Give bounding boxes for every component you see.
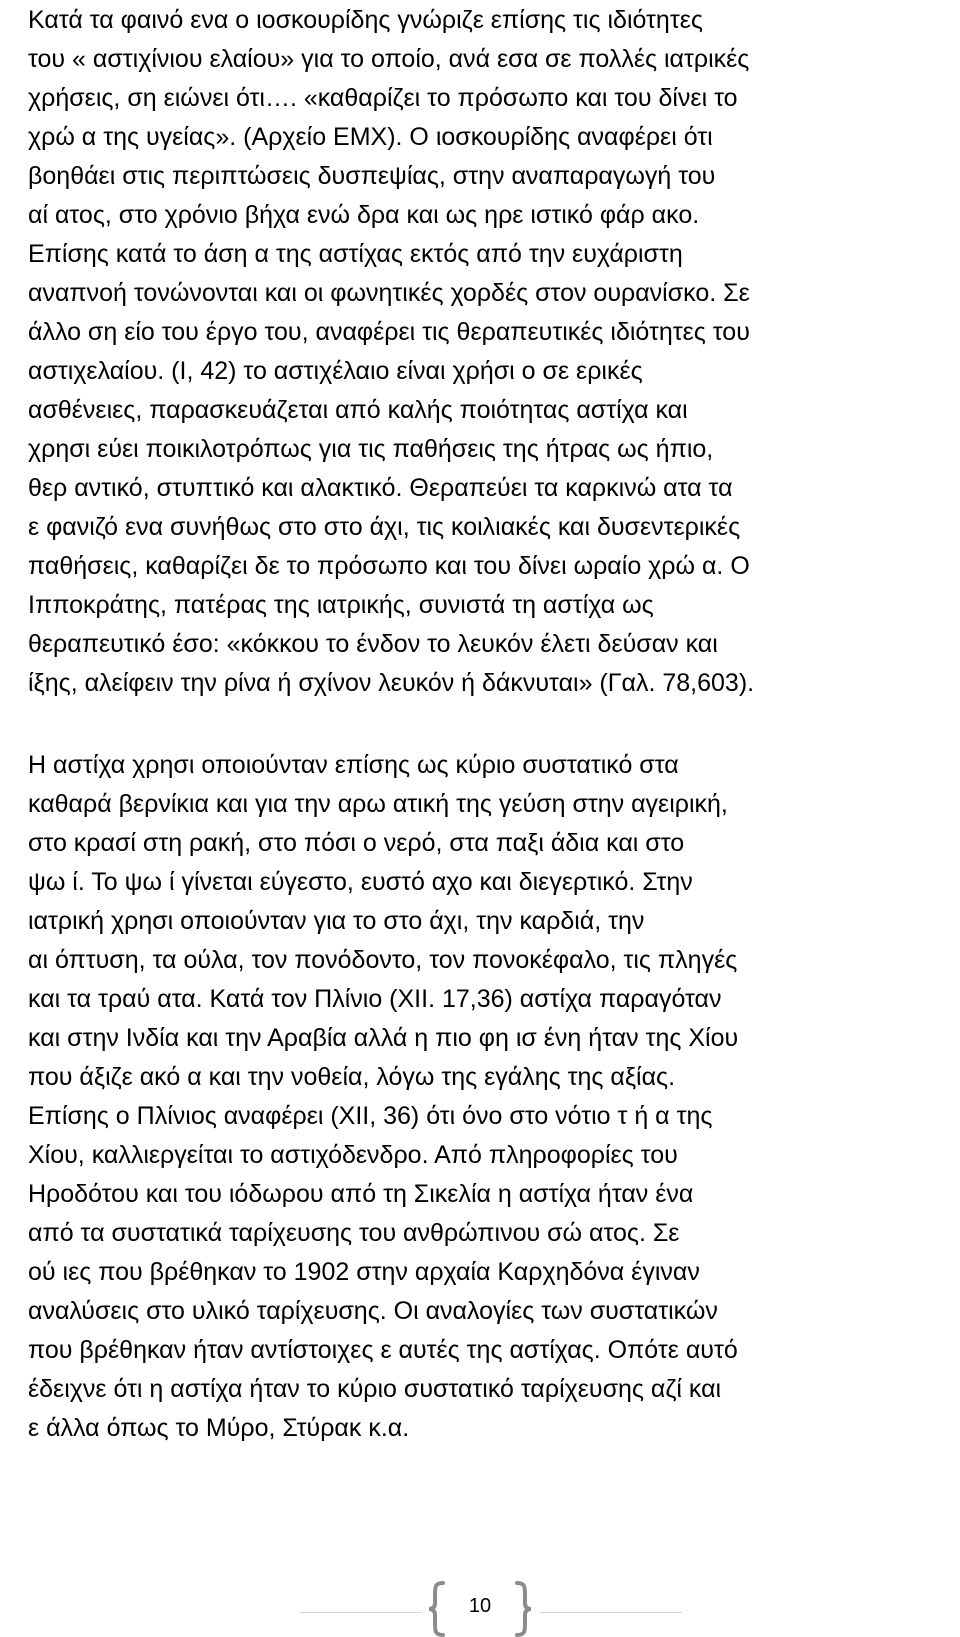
paragraph-1 [28, 1, 938, 703]
right-brace-icon [514, 1581, 532, 1637]
text-line: Επίσης ο Πλίνιος αναφέρει (XII, 36) ότι όνο στο νότιο τ ή α της [28, 1102, 713, 1130]
text-line: του « αστιχίνιου ελαίου» για το οποίο, ανά εσα σε πολλές ιατρικές [28, 45, 750, 73]
text-line: Επίσης κατά το άση α της αστίχας εκτός από την ευχάριστη [28, 240, 683, 268]
footer-rule-left [300, 1612, 422, 1613]
page-number: 10 [468, 1595, 492, 1617]
text-line: άλλο ση είο του έργο του, αναφέρει τις θεραπευτικές ιδιότητες του [28, 318, 750, 346]
text-line: και στην Ινδία και την Αραβία αλλά η πιο φη ισ ένη ήταν της Χίου [28, 1024, 739, 1052]
text-line: ίξης, αλείφειν την ρίνα ή σχίνον λευκόν ή δάκνυται» (Γαλ. 78,603). [28, 669, 755, 697]
text-line: Χίου, καλλιεργείται το αστιχόδενδρο. Από πληροφορίες του [28, 1141, 678, 1169]
text-line: αναλύσεις στο υλικό ταρίχευσης. Οι αναλογίες των συστατικών [28, 1297, 718, 1325]
text-line: στο κρασί στη ρακή, στο πόσι ο νερό, στα παξι άδια και στο [28, 829, 685, 857]
text-line: χρησι εύει ποικιλοτρόπως για τις παθήσεις της ήτρας ως ήπιο, [28, 435, 714, 463]
text-line: χρήσεις, ση ειώνει ότι…. «καθαρίζει το πρόσωπο και του δίνει το [28, 84, 738, 112]
text-line: Η αστίχα χρησι οποιούνταν επίσης ως κύριο συστατικό στα [28, 751, 679, 779]
text-line: έδειχνε ότι η αστίχα ήταν το κύριο συστατικό ταρίχευσης αζί και [28, 1375, 722, 1403]
text-line: χρώ α της υγείας». (Αρχείο ΕΜΧ). Ο ιοσκουρίδης αναφέρει ότι [28, 123, 713, 151]
footer-rule-right [540, 1612, 682, 1613]
text-line: ε φανιζό ενα συνήθως στο στο άχι, τις κοιλιακές και δυσεντερικές [28, 513, 741, 541]
text-line: αί ατος, στο χρόνιο βήχα ενώ δρα και ως ηρε ιστικό φάρ ακο. [28, 201, 700, 229]
text-line: παθήσεις, καθαρίζει δε το πρόσωπο και του δίνει ωραίο χρώ α. Ο [28, 552, 750, 580]
text-line: από τα συστατικά ταρίχευσης του ανθρώπινου σώ ατος. Σε [28, 1219, 680, 1247]
text-line: αστιχελαίου. (Ι, 42) το αστιχέλαιο είναι χρήσι ο σε ερικές [28, 357, 643, 385]
left-brace-icon [428, 1581, 446, 1637]
text-line: ασθένειες, παρασκευάζεται από καλής ποιότητας αστίχα και [28, 396, 688, 424]
text-line: που άξιζε ακό α και την νοθεία, λόγω της εγάλης της αξίας. [28, 1063, 676, 1091]
text-line: και τα τραύ ατα. Κατά τον Πλίνιο (XII. 17,36) αστίχα παραγόταν [28, 985, 722, 1013]
text-line: που βρέθηκαν ήταν αντίστοιχες ε αυτές της αστίχας. Οπότε αυτό [28, 1336, 738, 1364]
text-line: Κατά τα φαινό ενα ο ιοσκουρίδης γνώριζε επίσης τις ιδιότητες [28, 6, 703, 34]
text-line: Ιπποκράτης, πατέρας της ιατρικής, συνιστά τη αστίχα ως [28, 591, 654, 619]
text-line: θερ αντικό, στυπτικό και αλακτικό. Θεραπεύει τα καρκινώ ατα τα [28, 474, 733, 502]
text-line: ιατρική χρησι οποιούνταν για το στο άχι, την καρδιά, την [28, 907, 645, 935]
text-line: ε άλλα όπως το Μύρο, Στύρακ κ.α. [28, 1414, 410, 1442]
text-line: ψω ί. Το ψω ί γίνεται εύγεστο, ευστό αχο και διεγερτικό. Στην [28, 868, 693, 896]
text-line: αι όπτυση, τα ούλα, τον πονόδοντο, τον πονοκέφαλο, τις πληγές [28, 946, 738, 974]
text-line: βοηθάει στις περιπτώσεις δυσπεψίας, στην αναπαραγωγή του [28, 162, 716, 190]
text-line: καθαρά βερνίκια και για την αρω ατική της γεύση στην αγειρική, [28, 790, 728, 818]
paragraph-2 [28, 746, 938, 1448]
text-line: αναπνοή τονώνονται και οι φωνητικές χορδές στον ουρανίσκο. Σε [28, 279, 750, 307]
text-line: θεραπευτικό έσο: «κόκκου το ένδον το λευκόν έλετι δεύσαν και [28, 630, 718, 658]
text-line: Ηροδότου και του ιόδωρου από τη Σικελία η αστίχα ήταν ένα [28, 1180, 694, 1208]
text-line: ού ιες που βρέθηκαν το 1902 στην αρχαία Καρχηδόνα έγιναν [28, 1258, 700, 1286]
